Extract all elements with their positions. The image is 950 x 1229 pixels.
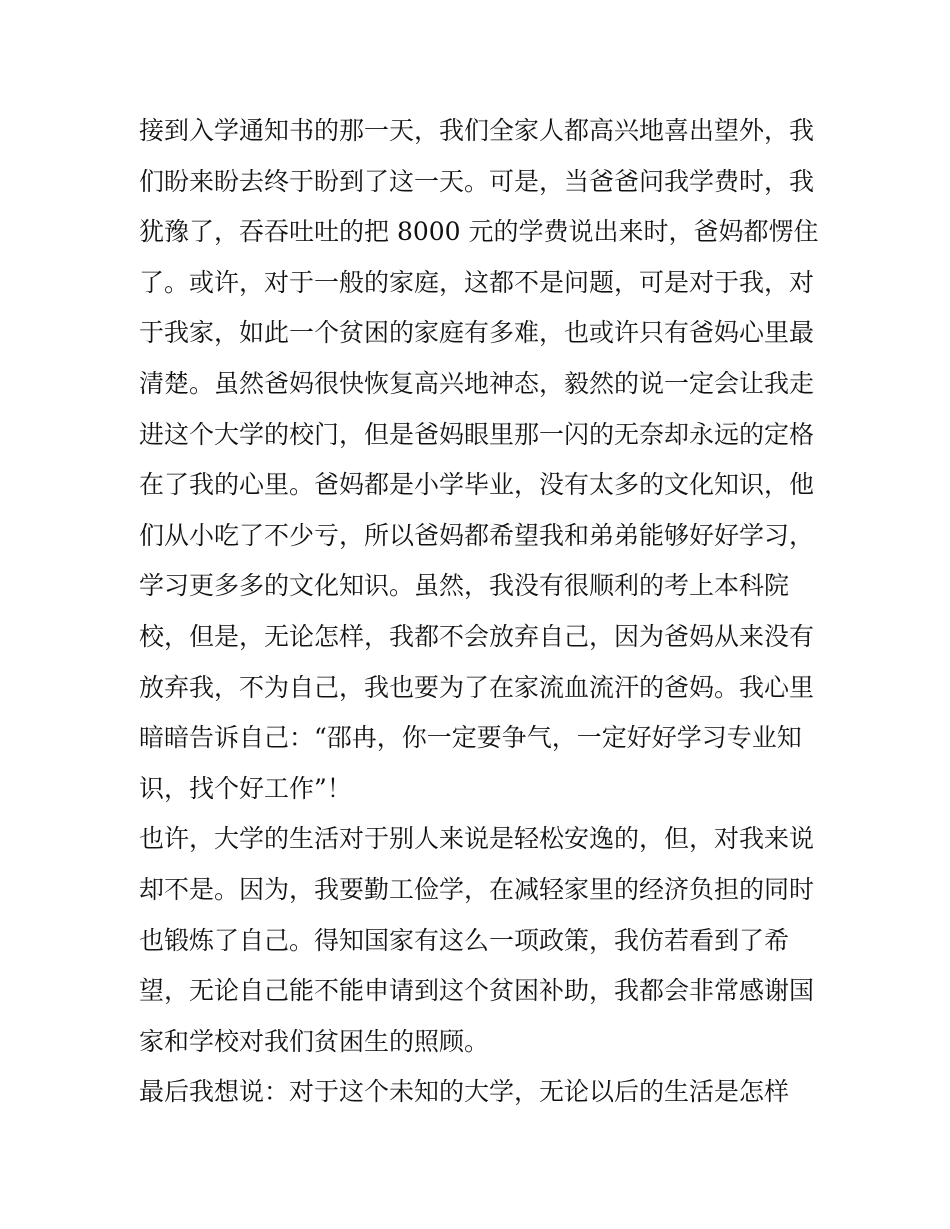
text-line-17: 也锻炼了自己。得知国家有这么一项政策，我仿若看到了希 (139, 925, 790, 955)
document-body (139, 106, 819, 1118)
text-line-20: 最后我想说：对于这个未知的大学，无论以后的生活是怎样 (139, 1077, 790, 1107)
text-line-4: 了。或许，对于一般的家庭，这都不是问题，可是对于我，对 (139, 267, 815, 297)
text-line-6: 清楚。虽然爸妈很快恢复高兴地神态，毅然的说一定会让我走 (139, 368, 815, 398)
text-line-8: 在了我的心里。爸妈都是小学毕业，没有太多的文化知识，他 (139, 470, 815, 500)
text-line-13: 暗暗告诉自己：“邵冉，你一定要争气，一定好好学习专业知 (139, 723, 802, 753)
text-line-2: 们盼来盼去终于盼到了这一天。可是，当爸爸问我学费时，我 (139, 166, 815, 196)
text-line-10: 学习更多多的文化知识。虽然，我没有很顺利的考上本科院 (139, 571, 790, 601)
text-line-12: 放弃我，不为自己，我也要为了在家流血流汗的爸妈。我心里 (139, 672, 815, 702)
text-line-3: 犹豫了，吞吞吐吐的把 8000 元的学费说出来时，爸妈都愣住 (139, 217, 819, 247)
text-line-5: 于我家，如此一个贫困的家庭有多难，也或许只有爸妈心里最 (139, 318, 815, 348)
text-line-1: 接到入学通知书的那一天，我们全家人都高兴地喜出望外，我 (139, 116, 815, 145)
text-line-14: 识，找个好工作”！ (139, 773, 352, 803)
text-line-16: 却不是。因为，我要勤工俭学，在减轻家里的经济负担的同时 (139, 874, 815, 904)
text-line-9: 们从小吃了不少亏，所以爸妈都希望我和弟弟能够好好学习， (139, 520, 815, 550)
text-line-15: 也许，大学的生活对于别人来说是轻松安逸的，但，对我来说 (139, 824, 815, 854)
text-line-7: 进这个大学的校门，但是爸妈眼里那一闪的无奈却永远的定格 (139, 419, 815, 449)
text-line-19: 家和学校对我们贫困生的照顾。 (139, 1026, 490, 1056)
text-line-18: 望，无论自己能不能申请到这个贫困补助，我都会非常感谢国 (139, 976, 815, 1006)
text-line-11: 校，但是，无论怎样，我都不会放弃自己，因为爸妈从来没有 (139, 621, 815, 651)
